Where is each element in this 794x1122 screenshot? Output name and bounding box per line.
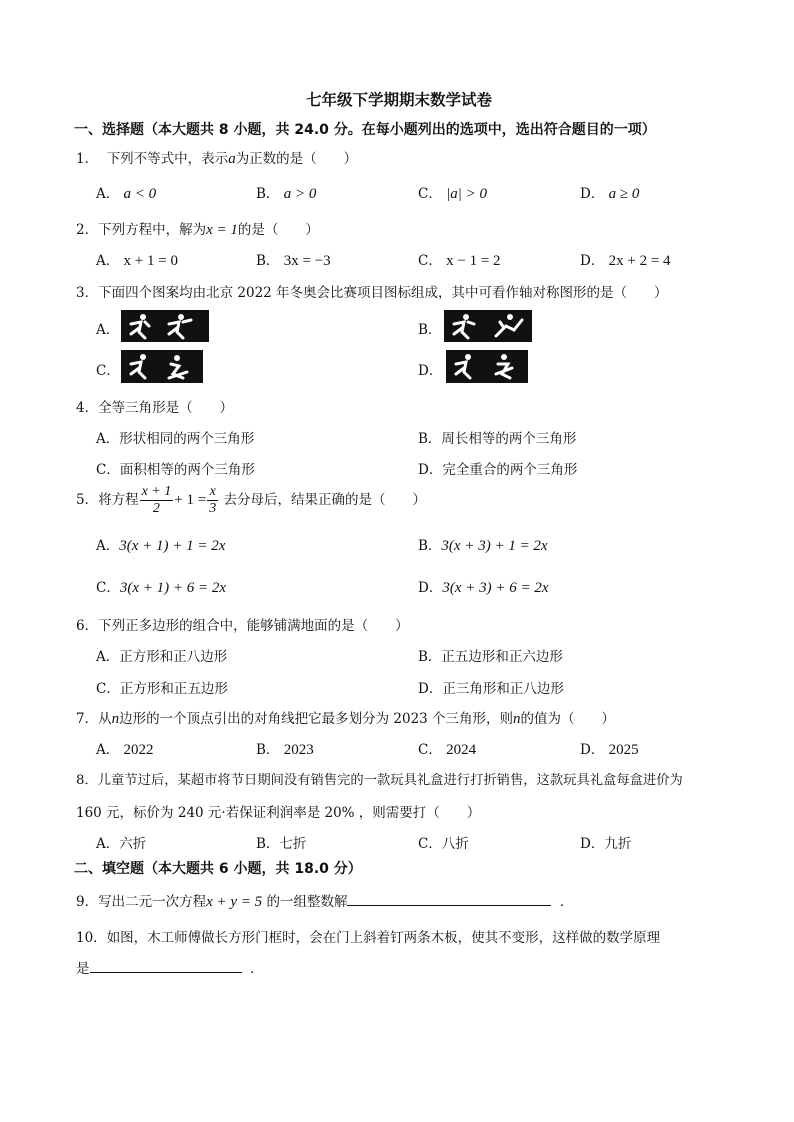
olympic-icons-image-b [444,310,532,342]
math-variable: n [513,711,521,727]
option-label: A． [96,538,120,554]
option-b [418,427,576,447]
option-d [580,182,639,203]
option-label: B． [418,431,442,447]
question-text: 儿童节过后，某超市将节日期间没有销售完的一款玩具礼盒进行打折销售，这款玩具礼盒每盒进价为 [97,773,683,788]
option-text: a ≥ 0 [608,186,640,202]
option-a [96,249,178,270]
option-label: B． [256,836,280,852]
option-c [96,576,226,597]
page-title: 七年级下学期期末数学试卷 [306,91,493,109]
option-label: C． [418,186,442,202]
question-3 [76,281,668,301]
option-text: a > 0 [283,186,317,202]
question-text: 边形的一个顶点引出的对角线把它最多划分为 2023 个三角形，则 [119,711,514,727]
option-b [256,182,316,203]
option-label: A． [96,186,120,202]
option-a-label: A． [96,322,120,338]
option-text: 3x = −3 [283,253,331,269]
question-text: 的是（ ） [237,222,319,238]
olympic-icons-image-c [121,350,203,383]
option-label: D． [580,253,605,269]
answer-blank[interactable] [347,891,551,906]
option-c [418,249,501,270]
fraction-denominator: 2 [152,501,160,516]
question-number: 8． [76,773,98,788]
option-d [580,249,671,270]
option-c [96,677,228,697]
option-d [580,832,631,852]
question-number: 2． [76,222,99,238]
question-4 [76,396,233,416]
question-7 [76,707,615,728]
question-text: 从 [98,711,112,727]
question-8 [76,769,683,788]
option-label: B． [256,186,280,202]
option-d [580,738,639,759]
option-label: C． [418,742,442,758]
question-number: 9． [76,894,99,910]
question-5 [76,484,426,517]
question-9 [76,890,574,911]
question-text: 下列方程中，解为 [98,222,207,238]
option-d [418,458,577,478]
question-text: 如图，木工师傅做长方形门框时，会在门上斜着钉两条木板，使其不变形，这样做的数学原理 [106,930,661,946]
question-text: ． [560,894,574,910]
question-text: ． [250,961,264,977]
option-text: 六折 [119,836,147,852]
option-a [96,738,154,759]
option-a [96,534,225,555]
option-label: C． [418,253,442,269]
fraction-numerator: x [207,484,218,501]
question-10 [76,926,660,946]
option-label: A． [96,253,120,269]
option-label: D． [580,186,605,202]
option-text: 完全重合的两个三角形 [442,462,578,478]
option-text: 形状相同的两个三角形 [119,431,255,447]
question-text: 去分母后，结果正确的是（ ） [223,492,426,508]
option-label: A． [96,431,120,447]
option-text: 2x + 2 = 4 [608,253,671,269]
option-b [256,249,331,270]
option-b-label: B． [418,322,442,338]
question-number: 3． [76,285,99,301]
question-number: 1． [76,151,99,167]
option-text: 3(x + 3) + 6 = 2x [442,580,549,596]
option-text: a < 0 [123,186,157,202]
question-text: 全等三角形是（ ） [98,400,234,416]
option-label: B． [256,253,280,269]
question-text: 为正数的是（ ） [235,151,358,167]
option-text: 3(x + 3) + 1 = 2x [441,538,548,554]
answer-blank[interactable] [90,958,242,973]
option-text: 正三角形和正八边形 [442,681,564,697]
option-text: |a| > 0 [446,186,488,202]
option-c [418,832,469,852]
question-1 [76,147,357,168]
option-label: D． [580,742,605,758]
option-a [96,645,227,665]
fraction-numerator: x + 1 [141,484,172,499]
question-number: 6． [76,618,99,634]
fraction [207,484,218,517]
section-heading-choice: 一、选择题（本大题共 8 小题，共 24.0 分。在每小题列出的选项中，选出符合题目的一项） [74,122,656,138]
section-heading-fill-in: 二、填空题（本大题共 6 小题，共 18.0 分） [74,861,362,877]
option-c [418,182,487,203]
option-d [418,576,549,597]
option-text: 正方形和正五边形 [119,681,228,697]
question-number: 5． [76,492,99,508]
option-label: A． [96,836,120,852]
question-2 [76,218,319,239]
option-text: 2024 [446,742,477,758]
option-text: 八折 [441,836,469,852]
question-text: 的一组整数解 [266,894,348,910]
option-b [418,534,548,555]
option-text: 正五边形和正六边形 [441,649,563,665]
question-number: 10． [76,930,107,946]
option-text: 九折 [604,836,632,852]
math-equation: x = 1 [206,222,238,238]
option-label: C． [96,462,120,478]
option-text: 2022 [123,742,154,758]
option-a [96,427,254,447]
option-text: 周长相等的两个三角形 [441,431,577,447]
option-d-label: D． [418,363,443,379]
question-text: 是 [76,961,90,977]
option-label: D． [580,836,605,852]
option-text: 2023 [283,742,314,758]
option-b [418,645,563,665]
option-c [96,458,255,478]
option-text: 面积相等的两个三角形 [119,462,255,478]
fraction [140,484,174,517]
question-text: 写出二元一次方程 [98,894,207,910]
question-10-line2 [76,957,264,977]
option-text: 3(x + 1) + 6 = 2x [119,580,227,596]
question-text: 将方程 [98,492,139,508]
fraction-denominator: 3 [209,501,217,516]
option-c [418,738,476,759]
question-number: 7． [76,711,99,727]
option-b [256,738,314,759]
option-a [96,832,146,852]
option-label: D． [418,462,443,478]
option-label: B． [418,649,442,665]
option-text: x + 1 = 0 [123,253,178,269]
option-label: C． [96,580,120,596]
option-text: 3(x + 1) + 1 = 2x [119,538,226,554]
option-d [418,677,564,697]
question-text: 下列正多边形的组合中，能够铺满地面的是（ ） [98,618,409,634]
olympic-icons-image-a [121,310,209,342]
option-a [96,182,156,203]
option-label: C． [418,836,442,852]
option-b [256,832,306,852]
option-label: B． [256,742,280,758]
question-8-line2: 160 元，标价为 240 元·若保证利润率是 20% ，则需要打（ ） [76,805,481,821]
option-text: 2025 [608,742,639,758]
option-label: D． [418,580,443,596]
math-variable: a [228,151,236,167]
option-label: A． [96,742,120,758]
question-text: 下面四个图案均由北京 2022 年冬奥会比赛项目图标组成，其中可看作轴对称图形的是（ ） [98,285,668,301]
option-label: C． [96,681,120,697]
option-text: 七折 [279,836,307,852]
math-operator: + 1 = [174,492,207,508]
option-label: A． [96,649,120,665]
option-c-label: C． [96,363,120,379]
math-variable: n [111,711,120,727]
math-equation: x + y = 5 [206,894,263,910]
option-label: B． [418,538,442,554]
option-text: x − 1 = 2 [446,253,501,269]
question-number: 4． [76,400,99,416]
question-text: 下列不等式中，表示 [106,151,229,167]
option-text: 正方形和正八边形 [119,649,228,665]
question-6 [76,614,409,634]
olympic-icons-image-d [446,350,528,383]
option-label: D． [418,681,443,697]
question-text: 的值为（ ） [520,711,616,727]
